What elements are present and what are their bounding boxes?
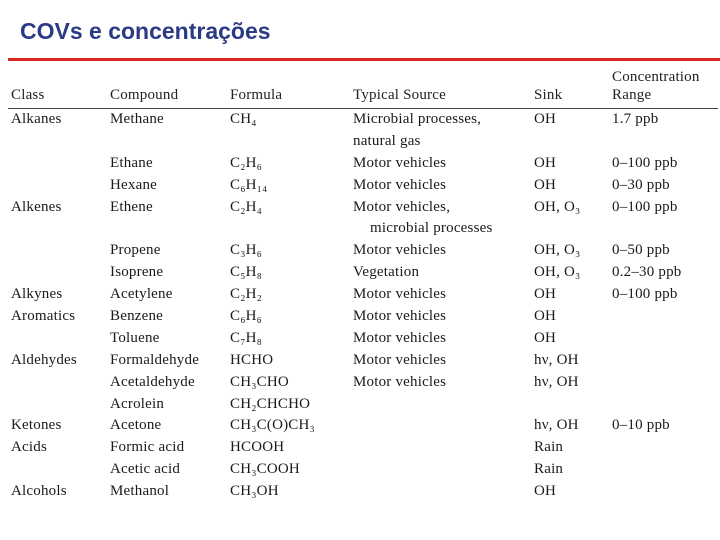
cell-formula: C₂H₄	[230, 198, 263, 215]
cell-typical-source: natural gas	[353, 132, 421, 149]
cell-typical-source: Motor vehicles	[353, 351, 447, 368]
cell-typical-source: Motor vehicles	[353, 329, 447, 346]
cell-compound: Methane	[110, 111, 164, 127]
cell-sink: OH, O₃	[534, 198, 581, 215]
cell-compound: Isoprene	[110, 264, 164, 281]
cell-sink: Rain	[534, 439, 564, 456]
cell-compound: Benzene	[110, 308, 164, 325]
cell-typical-source: Motor vehicles	[353, 242, 447, 259]
cell-sink: OH	[534, 111, 557, 127]
cell-typical-source: microbial processes	[370, 220, 493, 237]
cell-compound: Formaldehyde	[110, 351, 200, 368]
table-row	[8, 459, 718, 481]
cell-formula: CH₃C(O)CH₃	[230, 417, 315, 434]
table-row	[8, 415, 718, 437]
header-class: Class	[11, 87, 45, 103]
cell-compound: Acetic acid	[110, 461, 181, 478]
cell-concentration: 0–100 ppb	[612, 198, 678, 215]
cell-formula: HCOOH	[230, 439, 285, 456]
cell-class: Alcohols	[11, 483, 67, 500]
cell-compound: Methanol	[110, 483, 170, 500]
cell-sink: hν, OH	[534, 417, 579, 434]
table-row	[8, 197, 718, 219]
cell-sink: OH	[534, 154, 557, 171]
cell-compound: Toluene	[110, 329, 160, 346]
cell-formula: CH₂CHCHO	[230, 395, 311, 412]
table-row	[8, 153, 718, 175]
cell-sink: Rain	[534, 461, 564, 478]
cell-concentration: 1.7 ppb	[612, 111, 659, 127]
cell-formula: CH₄	[230, 111, 257, 127]
header-compound: Compound	[110, 87, 179, 103]
cell-typical-source: Motor vehicles	[353, 176, 447, 193]
page-title: COVs e concentrações	[20, 18, 271, 44]
table-row	[8, 262, 718, 284]
cell-sink: OH, O₃	[534, 242, 581, 259]
table-row	[8, 284, 718, 306]
cell-formula: C₅H₈	[230, 264, 263, 281]
cell-compound: Acetylene	[110, 286, 173, 303]
cell-compound: Acetaldehyde	[110, 373, 195, 390]
cell-sink: OH, O₃	[534, 264, 581, 281]
cell-class: Acids	[11, 439, 47, 456]
cell-typical-source: Vegetation	[353, 264, 420, 281]
cell-concentration: 0–10 ppb	[612, 417, 670, 434]
table-row	[8, 328, 718, 350]
cell-formula: HCHO	[230, 351, 274, 368]
table-row	[8, 218, 718, 240]
cell-concentration: 0–50 ppb	[612, 242, 670, 259]
table-row	[8, 437, 718, 459]
cell-compound: Hexane	[110, 176, 158, 193]
cell-typical-source: Motor vehicles	[353, 373, 447, 390]
title-divider	[8, 58, 720, 61]
header-concentration-line1: Concentration	[612, 69, 700, 85]
header-concentration-line2: Range	[612, 87, 652, 103]
cell-compound: Propene	[110, 242, 161, 259]
cell-formula: C₇H₈	[230, 329, 263, 346]
cell-sink: OH	[534, 483, 557, 500]
table-row	[8, 394, 718, 416]
cell-sink: hν, OH	[534, 351, 579, 368]
cell-sink: hν, OH	[534, 373, 579, 390]
header-sink: Sink	[534, 87, 563, 103]
cell-compound: Acrolein	[110, 395, 165, 412]
cell-formula: CH₃COOH	[230, 461, 300, 478]
table-row	[8, 109, 718, 131]
table-row	[8, 306, 718, 328]
cell-compound: Ethane	[110, 154, 153, 171]
cell-formula: C₆H₆	[230, 308, 263, 325]
cell-compound: Ethene	[110, 198, 153, 215]
cell-concentration: 0.2–30 ppb	[612, 264, 682, 281]
cell-concentration: 0–100 ppb	[612, 154, 678, 171]
table-header	[8, 64, 718, 109]
cell-formula: C₆H₁₄	[230, 176, 268, 193]
cell-class: Alkenes	[11, 198, 62, 215]
cell-typical-source: Motor vehicles,	[353, 198, 451, 215]
cell-concentration: 0–30 ppb	[612, 176, 670, 193]
table-row	[8, 175, 718, 197]
cell-formula: C₂H₆	[230, 154, 263, 171]
header-formula: Formula	[230, 87, 283, 103]
cell-concentration: 0–100 ppb	[612, 286, 678, 303]
cell-sink: OH	[534, 329, 557, 346]
cell-sink: OH	[534, 308, 557, 325]
cell-class: Alkynes	[11, 286, 63, 303]
table-body	[8, 109, 718, 503]
cell-compound: Formic acid	[110, 439, 185, 456]
table-row	[8, 372, 718, 394]
header-typical-source: Typical Source	[353, 87, 446, 103]
table-row	[8, 350, 718, 372]
table-row	[8, 240, 718, 262]
cell-compound: Acetone	[110, 417, 162, 434]
cell-class: Aldehydes	[11, 351, 77, 368]
cell-typical-source: Microbial processes,	[353, 111, 482, 127]
table-row	[8, 131, 718, 153]
cell-formula: C₂H₂	[230, 286, 263, 303]
cell-sink: OH	[534, 176, 557, 193]
cell-formula: C₃H₆	[230, 242, 263, 259]
cell-class: Ketones	[11, 417, 62, 434]
cell-typical-source: Motor vehicles	[353, 308, 447, 325]
cell-formula: CH₃OH	[230, 483, 279, 500]
cell-class: Alkanes	[11, 111, 62, 127]
voc-table	[8, 64, 718, 503]
cell-typical-source: Motor vehicles	[353, 154, 447, 171]
cell-sink: OH	[534, 286, 557, 303]
cell-formula: CH₃CHO	[230, 373, 289, 390]
cell-typical-source: Motor vehicles	[353, 286, 447, 303]
header-concentration-range	[612, 68, 700, 104]
table-row	[8, 481, 718, 503]
cell-class: Aromatics	[11, 308, 76, 325]
